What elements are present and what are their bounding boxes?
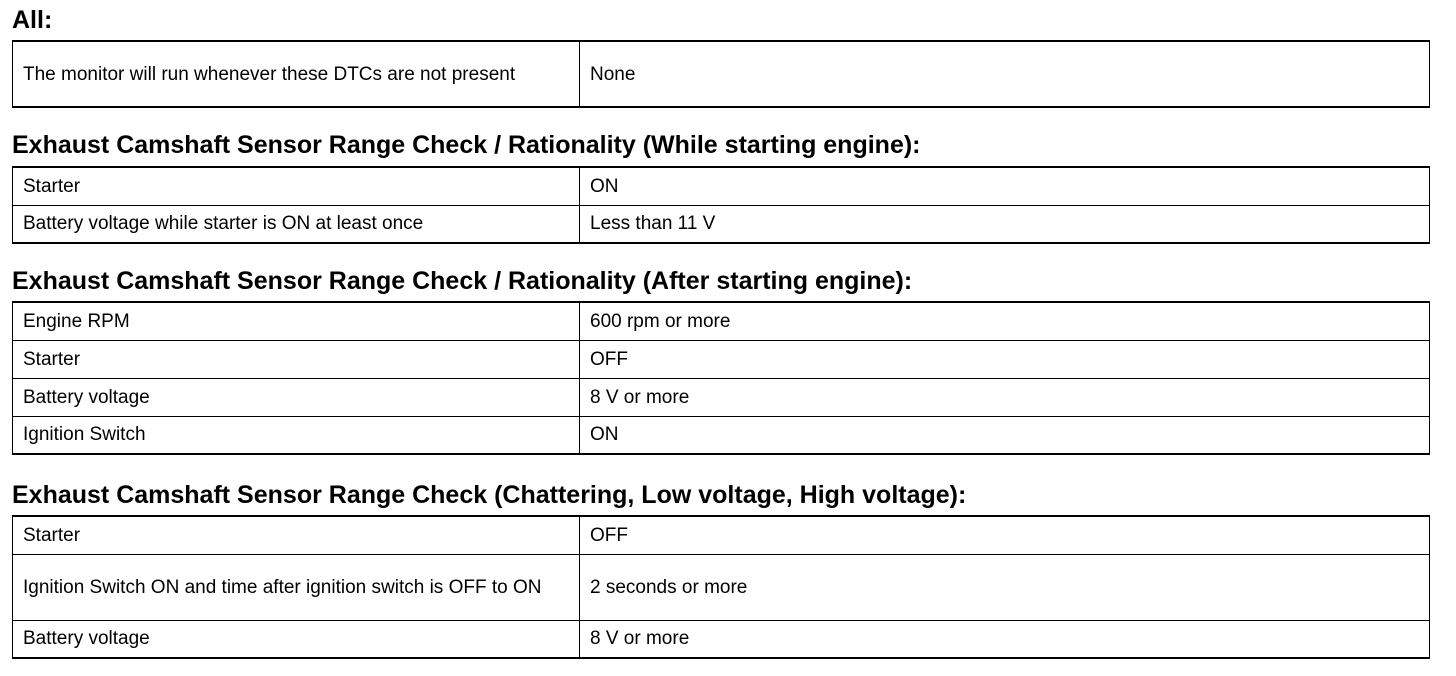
- value-cell: Less than 11 V: [580, 205, 1430, 243]
- condition-cell: Battery voltage: [13, 620, 580, 658]
- table-row: [13, 167, 1430, 205]
- conditions-table-while-starting: [12, 166, 1430, 244]
- section-title-after-starting: Exhaust Camshaft Sensor Range Check / Rationality (After starting engine):: [12, 267, 913, 295]
- table-row: [13, 554, 1430, 620]
- table-row: [13, 302, 1430, 340]
- table-row: [13, 516, 1430, 554]
- value-cell: OFF: [580, 516, 1430, 554]
- section-title-while-starting: Exhaust Camshaft Sensor Range Check / Rationality (While starting engine):: [12, 131, 921, 159]
- condition-cell: The monitor will run whenever these DTCs are not present: [13, 41, 580, 107]
- value-cell: None: [580, 41, 1430, 107]
- conditions-table-after-starting: [12, 301, 1430, 455]
- condition-cell: Ignition Switch: [13, 416, 580, 454]
- table-row: [13, 205, 1430, 243]
- condition-cell: Starter: [13, 167, 580, 205]
- value-cell: 8 V or more: [580, 378, 1430, 416]
- table-row: [13, 620, 1430, 658]
- value-cell: 8 V or more: [580, 620, 1430, 658]
- section-title-range-check: Exhaust Camshaft Sensor Range Check (Chattering, Low voltage, High voltage):: [12, 481, 967, 509]
- condition-cell: Battery voltage while starter is ON at least once: [13, 205, 580, 243]
- section-title-all: All:: [12, 6, 53, 34]
- condition-cell: Starter: [13, 516, 580, 554]
- condition-cell: Engine RPM: [13, 302, 580, 340]
- conditions-table-range-check: [12, 515, 1430, 659]
- value-cell: 600 rpm or more: [580, 302, 1430, 340]
- value-cell: OFF: [580, 340, 1430, 378]
- condition-cell: Battery voltage: [13, 378, 580, 416]
- table-row: [13, 340, 1430, 378]
- condition-cell: Starter: [13, 340, 580, 378]
- value-cell: 2 seconds or more: [580, 554, 1430, 620]
- table-row: [13, 378, 1430, 416]
- value-cell: ON: [580, 167, 1430, 205]
- conditions-table-all: [12, 40, 1430, 108]
- table-row: [13, 41, 1430, 107]
- table-row: [13, 416, 1430, 454]
- condition-cell: Ignition Switch ON and time after ignition switch is OFF to ON: [13, 554, 580, 620]
- value-cell: ON: [580, 416, 1430, 454]
